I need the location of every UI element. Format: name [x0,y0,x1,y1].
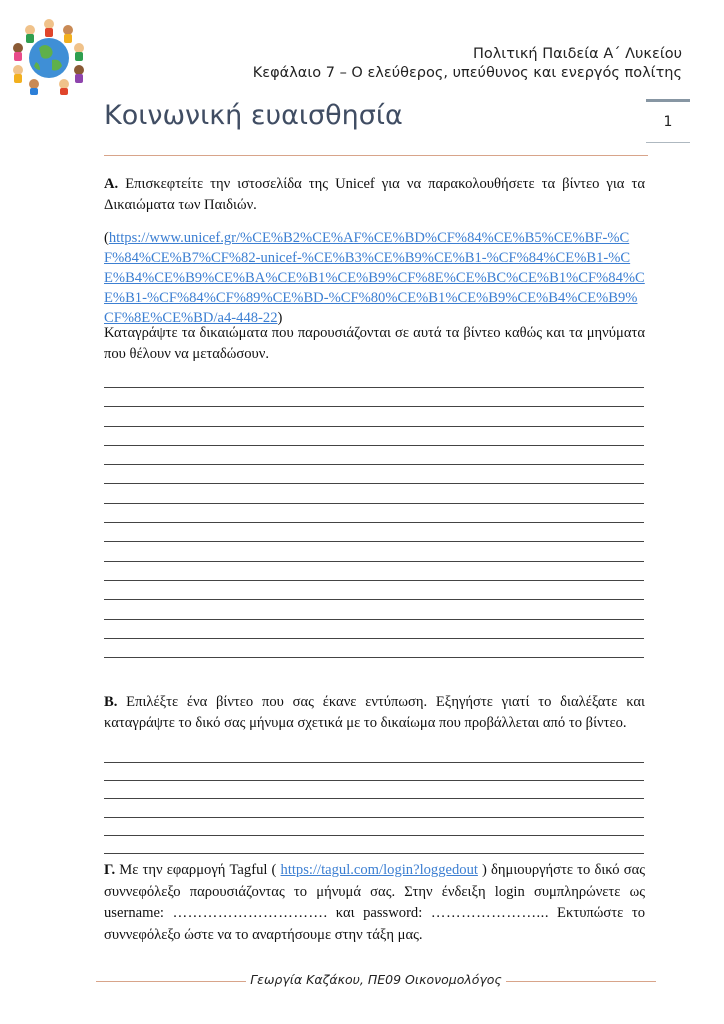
section-c-letter: Γ. [104,862,116,878]
unicef-link[interactable]: https://www.unicef.gr/%CE%B2%CE%AF%CE%BD%CF%84%CE%B5%CE%BF-%CF%84%CE%B7%CF%82-unicef-%CE%B3%CE%B9%CE%B1-%CF%84%CE%B1-%CE%B4%CE%B9%CE%BA%CE%B1%CE%B9%CF%8E%CE%BC%CE%B1%CF%84%CE%B1-%CF%84%CF%89%CE%BD-%CF%80%CE%B1%CE%B9%CE%B4%CE%B9%CF%8E%CE%BD/a4-448-22 [104,230,645,326]
answer-line[interactable] [104,522,644,523]
username-blank: ………………………… [172,905,324,921]
page-number: 1 [663,114,673,130]
globe-children-icon [6,12,92,96]
answer-line[interactable] [104,853,644,854]
paren-close: ) [277,310,283,326]
answer-line[interactable] [104,426,644,427]
answer-line[interactable] [104,599,644,600]
paren-open: ( [104,230,109,246]
section-c-text-before: Με την εφαρμογή Tagful ( [115,862,281,878]
password-blank: ………………….. [430,905,545,921]
section-c-prompt [104,860,645,946]
answer-line[interactable] [104,541,644,542]
answer-line[interactable] [104,835,644,836]
section-a-url-paragraph [104,228,645,328]
answer-line[interactable] [104,798,644,799]
section-a-text: Επισκεφτείτε την ιστοσελίδα της Unicef για να παρακολουθήσετε τα βίντεο για τα Δικαιώματα των Παιδιών. [104,176,645,213]
page-footer [96,972,656,992]
page-title: Κοινωνική ευαισθησία [104,100,403,131]
answer-line[interactable] [104,406,644,407]
title-divider [104,155,648,156]
answer-line[interactable] [104,503,644,504]
section-b-text: Επιλέξτε ένα βίντεο που σας έκανε εντύπωση. Εξηγήστε γιατί το διαλέξατε και καταγράψτε το δικό σας μήνυμα σχετικά με το δικαίωμα που προβάλλεται από το βίντεο. [104,694,645,731]
answer-line[interactable] [104,561,644,562]
answer-line[interactable] [104,483,644,484]
answer-line[interactable] [104,387,644,388]
footer-rule-right [506,981,656,982]
answer-line[interactable] [104,762,644,763]
tagul-link[interactable]: https://tagul.com/login?loggedout [280,862,478,878]
section-a-prompt [104,174,645,216]
footer-author: Γεωργία Καζάκου, ΠΕ09 Οικονομολόγος [250,972,502,987]
answer-line[interactable] [104,638,644,639]
section-a-answer-lines [104,387,644,676]
page-number-underline [646,142,690,143]
page-number-bar [646,99,690,102]
section-c-text-mid: ) δημιουργήστε το δικό σας συννεφόλεξο παρουσιάζοντας το μήνυμά σας. Στην ένδειξη login συμπληρώνετε ως username: [104,862,645,921]
section-a-instruction: Καταγράψτε τα δικαιώματα που παρουσιάζονται σε αυτά τα βίντεο καθώς και τα μηνύματα που θέλουν να μεταδώσουν. [104,325,645,362]
footer-rule-left [96,981,246,982]
header-course-title: Πολιτική Παιδεία Α΄ Λυκείου [472,46,682,62]
section-c-text-after: . Εκτυπώστε το συννεφόλεξο ώστε να το αναρτήσουμε στην τάξη μας. [104,905,645,943]
answer-line[interactable] [104,580,644,581]
answer-line[interactable] [104,817,644,818]
section-c-text-mid2: . και password: [323,905,431,921]
answer-line[interactable] [104,619,644,620]
section-b-answer-lines [104,762,644,871]
page-number-box [646,99,690,143]
answer-line[interactable] [104,464,644,465]
section-a-letter: Α. [104,176,119,192]
header-chapter-title: Κεφάλαιο 7 – Ο ελεύθερος, υπεύθυνος και ενεργός πολίτης [252,65,682,81]
section-b-letter: Β. [104,694,118,710]
answer-line[interactable] [104,445,644,446]
answer-line[interactable] [104,657,644,658]
section-b-prompt [104,692,645,734]
answer-line[interactable] [104,780,644,781]
